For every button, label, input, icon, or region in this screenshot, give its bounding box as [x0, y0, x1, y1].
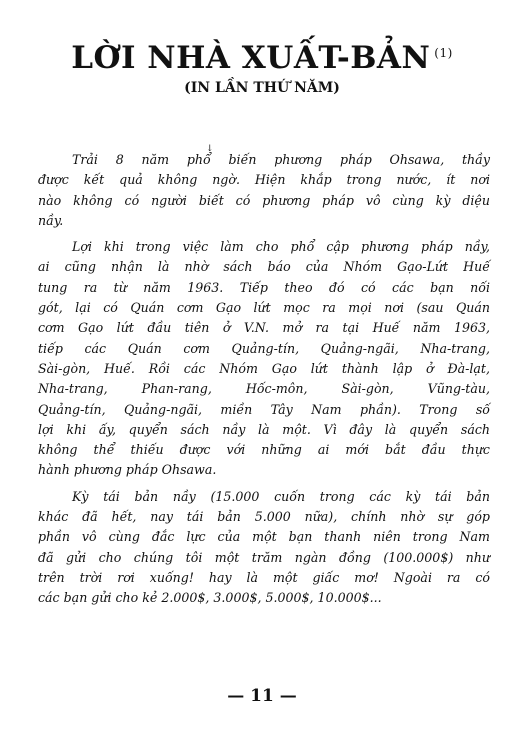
footnote-marker: (1)	[434, 45, 453, 60]
paragraph	[38, 237, 490, 481]
text-line: đã gửi cho chúng tôi một trăm ngàn đồng (100.000$) như	[38, 549, 490, 565]
stray-mark: ↓	[206, 144, 214, 154]
text-line: các bạn gửi cho kẻ 2.000$, 3.000$, 5.000$, 10.000$...	[38, 590, 382, 606]
text-line: trên trời rơi xuống! hay là một giấc mơ! Ngoài ra có	[38, 569, 490, 585]
text-line: Sài-gòn, Huế. Rồi các Nhóm Gạo lứt thành lập ở Đà-lạt,	[38, 360, 490, 376]
text-line: ai cũng nhận là nhờ sách báo của Nhóm Gạo-Lứt Huế	[38, 259, 490, 275]
body-text	[38, 150, 490, 615]
text-line: hành phương pháp Ohsawa.	[38, 462, 217, 478]
title-text: LỜI NHÀ XUẤT-BẢN	[71, 40, 431, 76]
text-line: Nha-trang, Phan-rang, Hốc-môn, Sài-gòn, Vũng-tàu,	[38, 381, 490, 397]
text-line: lợi khi ấy, quyển sách nầy là một. Vì đây là quyển sách	[38, 421, 490, 437]
text-line: nầy.	[38, 212, 64, 228]
text-line: tiếp các Quán cơm Quảng-tín, Quảng-ngãi, Nha-trang,	[38, 340, 490, 356]
page-number: — 11 —	[227, 686, 297, 706]
page-title	[0, 40, 524, 76]
text-line: Kỳ tái bản nầy (15.000 cuốn trong các kỳ tái bản	[72, 488, 490, 504]
text-line: gót, lại có Quán cơm Gạo lứt mọc ra mọi nơi (sau Quán	[38, 300, 490, 316]
text-line: Quảng-tín, Quảng-ngãi, miền Tây Nam phần). Trong số	[38, 401, 490, 417]
text-line: Trải 8 năm phổ biến phương pháp Ohsawa, thầy	[72, 152, 490, 167]
text-line: không thể thiếu được với những ai mới bắt đầu thực	[38, 442, 490, 458]
text-line: tung ra từ năm 1963. Tiếp theo đó có các bạn nối	[38, 279, 490, 295]
text-line: được kết quả không ngờ. Hiện khắp trong nước, ít nơi	[38, 172, 490, 188]
paragraph	[38, 150, 490, 231]
text-line: cơm Gạo lứt đầu tiên ở V.N. mở ra tại Huế năm 1963,	[38, 320, 490, 336]
text-line: khác đã hết, nay tái bản 5.000 nữa), chính nhờ sự góp	[38, 509, 490, 525]
text-line: nào không có người biết có phương pháp vô cùng kỳ diệu	[38, 192, 490, 208]
text-line: phần vô cùng đắc lực của một bạn thanh niên trong Nam	[38, 529, 490, 545]
text-line: Lợi khi trong việc làm cho phổ cập phương pháp nầy,	[72, 239, 490, 255]
paragraph	[38, 487, 490, 609]
page-subtitle: (IN LẦN THỨ NĂM)	[184, 80, 340, 96]
